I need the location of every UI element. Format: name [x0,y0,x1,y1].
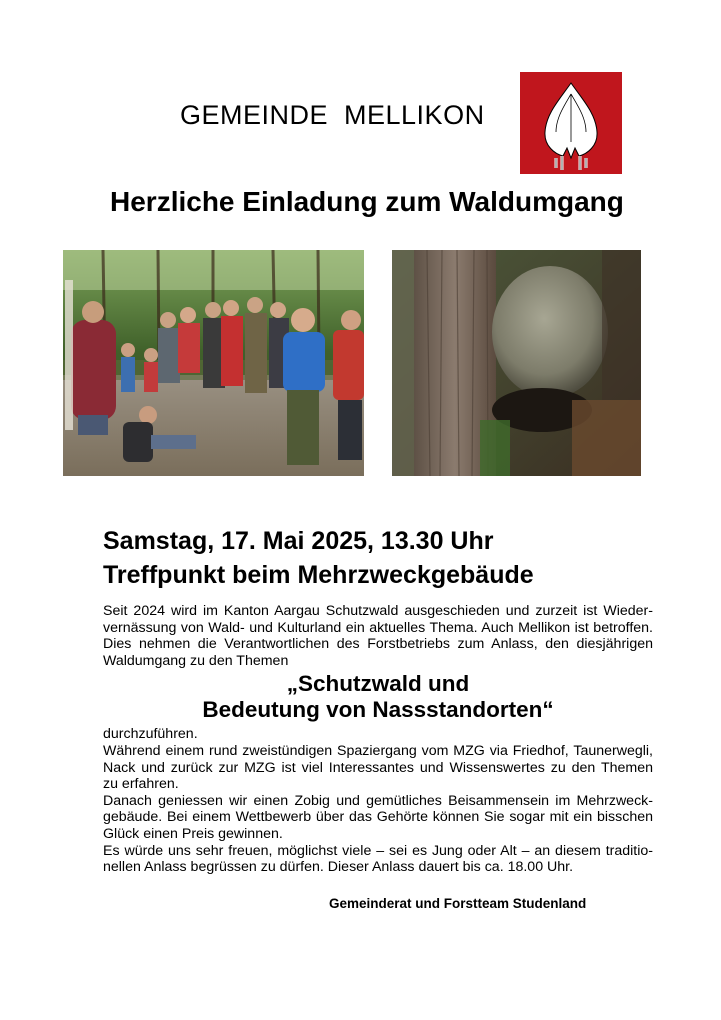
walk-topic [103,671,653,723]
body-line: zu erfahren. [103,776,179,793]
body-line: Dies nehmen die Verantwortlichen des Forstbetriebs zum Anlass, den diesjährigen [103,636,653,653]
tree-burl-photo [392,250,641,476]
body-line: Waldumgang zu den Themen [103,652,289,669]
topic-line: Bedeutung von Nassstandorten“ [202,697,554,723]
invitation-body [103,603,653,876]
body-line: Es würde uns sehr freuen, möglichst viele – sei es Jung oder Alt – an diesem traditio- [103,842,653,859]
body-line: Nack und zurück zur MZG ist viel Interessantes und Wissenswertes zu den Themen [103,759,653,776]
group-forest-photo [63,250,364,476]
body-line: nellen Anlass begrüssen zu dürfen. Dieser Anlass dauert bis ca. 18.00 Uhr. [103,859,574,876]
body-line: durchzuführen. [103,726,198,743]
event-meeting-point: Treffpunkt beim Mehrzweckgebäude [103,561,534,589]
signature: Gemeinderat und Forstteam Studenland [329,896,587,911]
body-line: Danach geniessen wir einen Zobig und gemütliches Beisammensein im Mehrzweck- [103,792,653,809]
body-line: Seit 2024 wird im Kanton Aargau Schutzwald ausgeschieden und zurzeit ist Wieder- [103,603,653,619]
topic-line: „Schutzwald und [286,671,470,697]
municipality-name: GEMEINDE MELLIKON [180,100,485,130]
body-line: Glück einen Preis gewinnen. [103,825,283,842]
body-line: gebäude. Bei einem Wettbewerb über das Gehörte können Sie sogar mit ein bisschen [103,809,653,826]
body-line: vernässung von Wald- und Kulturland ein aktuelles Thema. Auch Mellikon ist betroffen. [103,619,653,636]
municipality-crest [520,72,622,174]
event-date-time: Samstag, 17. Mai 2025, 13.30 Uhr [103,527,494,555]
crest-emblem-icon [520,72,622,174]
invitation-headline: Herzliche Einladung zum Waldumgang [110,186,624,217]
body-line: Während einem rund zweistündigen Spaziergang vom MZG via Friedhof, Taunerwegli, [103,742,653,759]
